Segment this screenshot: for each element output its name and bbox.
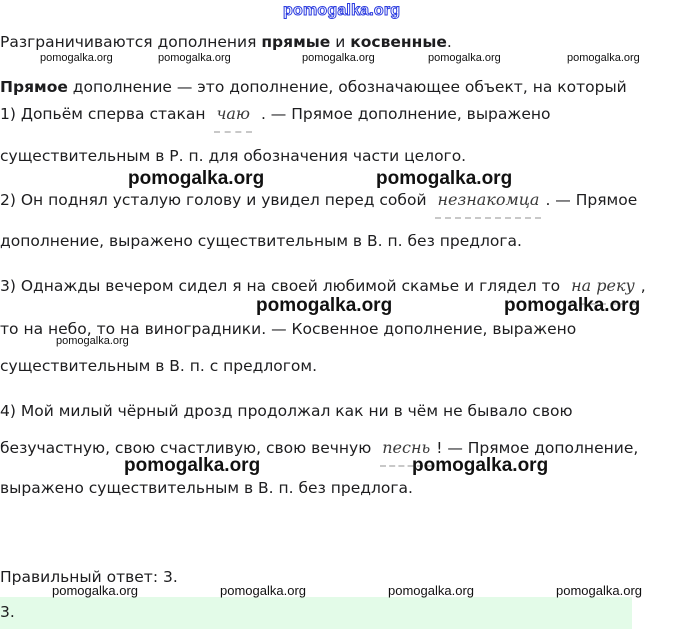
watermark-top: pomogalka.org: [283, 2, 401, 19]
item-1-before: 1) Допьём сперва стакан: [0, 105, 206, 123]
watermark-small: pomogalka.org: [52, 583, 138, 598]
item-4-line-1: 4) Мой милый чёрный дрозд продолжал как ни в чём не бывало свою: [0, 402, 573, 420]
intro-text-end: .: [446, 33, 452, 51]
item-4-after: ! — Прямое дополнение,: [436, 439, 639, 457]
watermark-large: pomogalka.org: [504, 295, 641, 316]
item-2-before: 2) Он поднял усталую голову и увидел перед собой: [0, 191, 427, 209]
watermark-small: pomogalka.org: [388, 583, 474, 598]
item-1-line-2: существительным в Р. п. для обозначения части целого.: [0, 147, 467, 165]
intro-text-mid: и: [330, 33, 351, 51]
item-1-line-1: [0, 104, 551, 123]
definition-bold: Прямое: [0, 78, 68, 96]
watermark-small: pomogalka.org: [428, 52, 501, 64]
definition-text: [0, 78, 627, 96]
item-2-line-1: [0, 190, 637, 209]
item-1-after: . — Прямое дополнение, выражено: [260, 105, 551, 123]
watermark-large: pomogalka.org: [256, 295, 393, 316]
item-2-line-2: дополнение, выражено существительным в В. п. без предлога.: [0, 232, 522, 250]
watermark-large: pomogalka.org: [412, 455, 549, 476]
watermark-small: pomogalka.org: [302, 52, 375, 64]
item-1-answer-word: чаю: [210, 104, 256, 123]
item-2-after: . — Прямое: [545, 191, 638, 209]
watermark-large: pomogalka.org: [124, 455, 261, 476]
item-3-line-2: то на небо, то на виноградники. — Косвенное дополнение, выражено: [0, 320, 577, 338]
item-2-answer-word: незнакомца: [431, 190, 545, 209]
watermark-small: pomogalka.org: [556, 583, 642, 598]
answer-value: 3.: [0, 603, 15, 621]
item-3-line-1: [0, 276, 646, 295]
item-4-before: безучастную, свою счастливую, свою вечную: [0, 439, 372, 457]
definition-rest: дополнение — это дополнение, обозначающее объект, на который: [67, 78, 627, 96]
item-3-line-3: существительным в В. п. с предлогом.: [0, 357, 318, 375]
answer-box: [0, 597, 632, 629]
item-3-answer-word: на реку: [565, 276, 641, 295]
intro-text: [0, 33, 452, 51]
item-3-before: 3) Однажды вечером сидел я на своей любимой скамье и глядел то: [0, 277, 561, 295]
item-4-line-3: выражено существительным в В. п. без предлога.: [0, 479, 413, 497]
intro-bold-direct: прямые: [261, 33, 331, 51]
watermark-small: pomogalka.org: [56, 335, 129, 347]
item-4-answer-word: песнь: [376, 438, 436, 457]
watermark-large: pomogalka.org: [128, 168, 265, 189]
watermark-small: pomogalka.org: [220, 583, 306, 598]
item-3-after: ,: [640, 277, 646, 295]
correct-answer-label: Правильный ответ: 3.: [0, 568, 178, 586]
watermark-large: pomogalka.org: [376, 168, 513, 189]
intro-text-start: Разграничиваются дополнения: [0, 33, 262, 51]
watermark-small: pomogalka.org: [40, 52, 113, 64]
watermark-small: pomogalka.org: [567, 52, 640, 64]
watermark-small: pomogalka.org: [158, 52, 231, 64]
intro-bold-indirect: косвенные: [350, 33, 447, 51]
